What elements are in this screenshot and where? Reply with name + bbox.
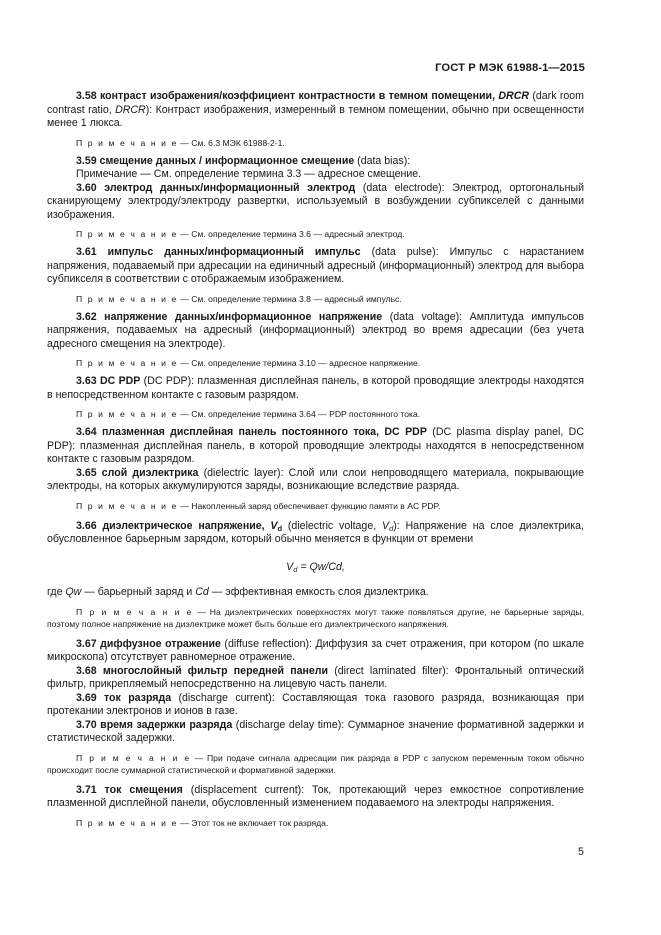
note-3-60: П р и м е ч а н и е — См. определение термина 3.6 — адресный электрод. bbox=[76, 229, 405, 239]
term-3-61: 3.61 импульс данных/информационный импульс (data pulse): Импульс с нарастанием напряжения, подаваемый при адресации на единичный адресный (информационный) электрод для выбора субпикселя в соответствии с отображаемым изображением. bbox=[47, 246, 584, 285]
term-3-58: 3.58 контраст изображения/коэффициент контрастности в темном помещении, DRCR (dark room contrast ratio, DRCR): Контраст изображения, измеренный в темном помещении, обычно при освещенности менее 1 люкса. bbox=[47, 90, 584, 129]
page-number: 5 bbox=[578, 846, 584, 858]
note-3-63: П р и м е ч а н и е — См. определение термина 3.64 — PDP постоянного тока. bbox=[76, 409, 421, 419]
document-body bbox=[47, 90, 584, 829]
term-3-71: 3.71 ток смещения (displacement current): Ток, протекающий через емкостное сопротивление плазменной дисплейной панели, обусловленный изменением подаваемого на электроды напряжения. bbox=[47, 783, 584, 809]
term-3-66: 3.66 диэлектрическое напряжение, $V_d$ (dielectric voltage, $V_d$): Напряжение на слое диэлектрика, обусловленное барьерным зарядом, который обычно меняется в функции от времени bbox=[47, 519, 585, 545]
note-3-65: П р и м е ч а н и е — Накопленный заряд обеспечивает функцию памяти в AC PDP. bbox=[76, 500, 441, 511]
term-3-68: 3.68 многослойный фильтр передней панели (direct laminated filter): Фронтальный оптический фильтр, прикрепляемый непосредственно на лицевую часть панели. bbox=[47, 664, 584, 690]
formula-legend: где Qw — барьерный заряд и Cd — эффективная емкость слоя диэлектрика. bbox=[47, 586, 429, 598]
term-3-60: 3.60 электрод данных/информационный электрод (data electrode): Электрод, ортогональный сканирующему электроду/электроду развертки, используемый в возбуждении субпикселей с данными изображения. bbox=[47, 181, 584, 221]
term-3-64: 3.64 плазменная дисплейная панель постоянного тока, DC PDP (DC plasma display panel, DC PDP): плазменная дисплейная панель, в которой проводящие электроды находятся в непосредственном контакте с газовым разрядом. bbox=[47, 426, 584, 465]
term-3-62: 3.62 напряжение данных/информационное напряжение (data voltage): Амплитуда импульсов напряжения, подаваемых на адресный (информационный) электрод во время адресации (без учета адресного смещения на электроде). bbox=[47, 310, 584, 350]
term-3-59: 3.59 смещение данных / информационное смещение (data bias): bbox=[76, 154, 411, 167]
document-header: ГОСТ Р МЭК 61988-1—2015 bbox=[435, 62, 585, 74]
note-3-59: Примечание — См. определение термина 3.3 — адресное смещение. bbox=[76, 168, 422, 180]
term-3-65: 3.65 слой диэлектрика (dielectric layer): Слой или слои непроводящего материала, покрывающие электроды, на которых аккумулируются заряды, возникающие вследствие разряда. bbox=[47, 466, 584, 492]
formula-vd: $V_d = Qw/Cd$, bbox=[286, 560, 345, 574]
note-3-71: П р и м е ч а н и е — Этот ток не включает ток разряда. bbox=[76, 817, 329, 828]
note-3-62: П р и м е ч а н и е — См. определение термина 3.10 — адресное напряжение. bbox=[76, 358, 421, 368]
note-3-70: П р и м е ч а н и е — При подаче сигнала адресации пик разряда в PDP с запуском переменным током обычно происходит после суммарной статистической и формативной задержки. bbox=[47, 752, 584, 775]
term-3-63: 3.63 DC PDP (DC PDP): плазменная дисплейная панель, в которой проводящие электроды находятся в непосредственном контакте с газовым разрядом. bbox=[47, 375, 584, 401]
note-3-66: П р и м е ч а н и е — На диэлектрических поверхностях могут также появляться другие, не барьерные заряды, поэтому полное напряжение на диэлектрике может быть больше его диэлектрического напряжения. bbox=[47, 606, 584, 629]
note-3-58: П р и м е ч а н и е — См. 6.3 МЭК 61988-2-1. bbox=[76, 137, 285, 148]
term-3-67: 3.67 диффузное отражение (diffuse reflection): Диффузия за счет отражения, при котором (по шкале микроскопа) отсутствует равномерное отражение. bbox=[47, 637, 584, 663]
term-3-69: 3.69 ток разряда (discharge current): Составляющая тока газового разряда, возникающая при протекании электронов и ионов в газе. bbox=[47, 691, 584, 717]
note-3-61: П р и м е ч а н и е — См. определение термина 3.8 — адресный импульс. bbox=[76, 293, 402, 304]
term-3-70: 3.70 время задержки разряда (discharge delay time): Суммарное значение формативной задержки и статистической задержки. bbox=[47, 718, 584, 744]
